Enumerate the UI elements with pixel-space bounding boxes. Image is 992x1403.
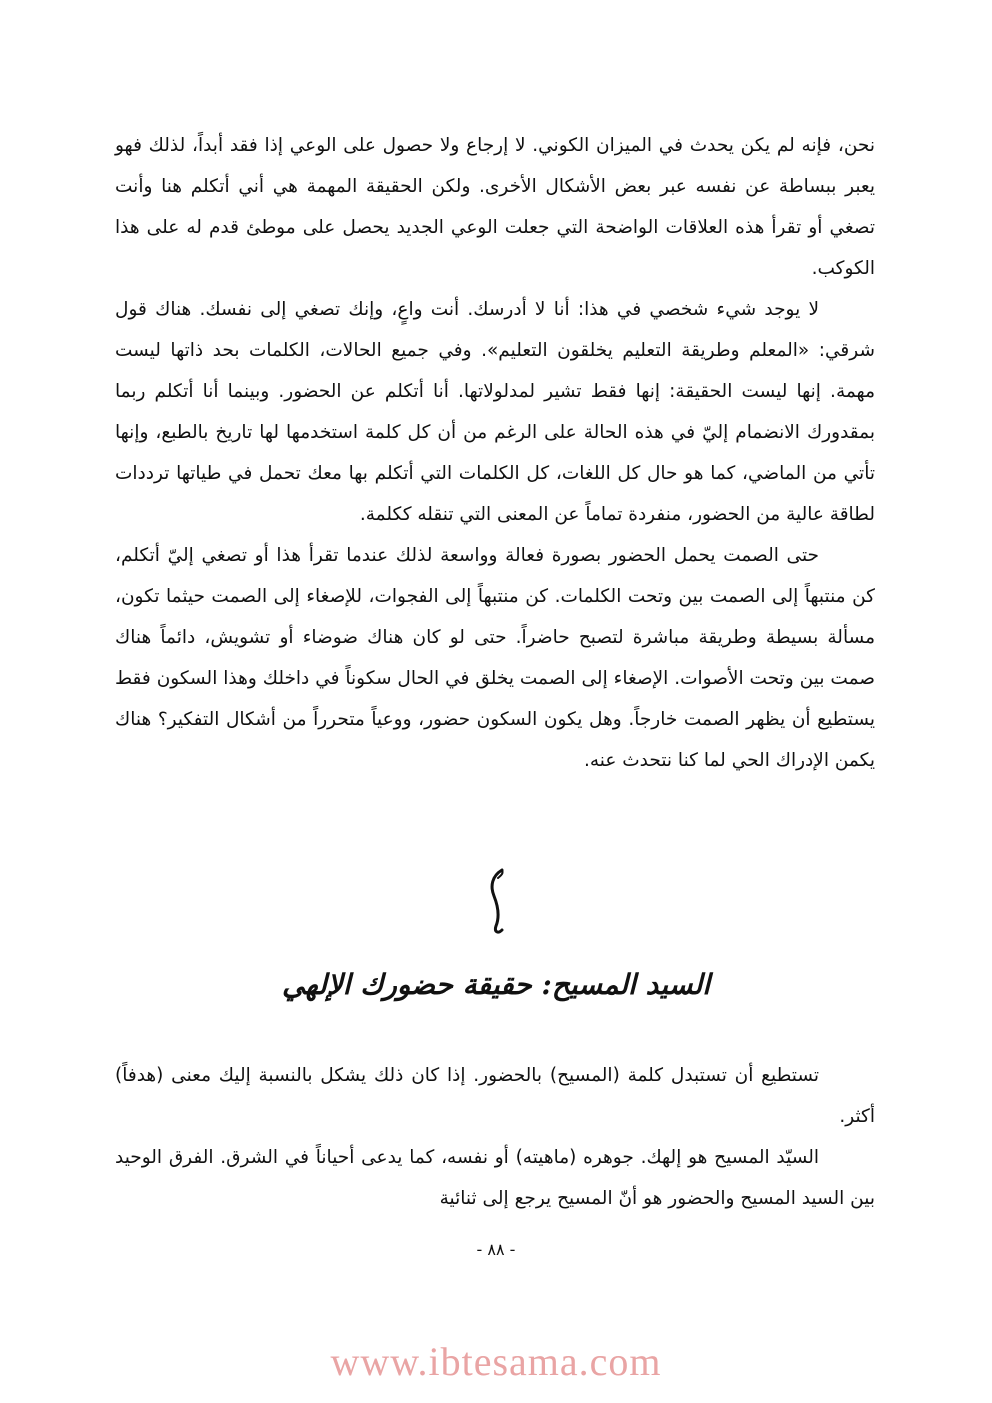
section-title: السيد المسيح: حقيقة حضورك الإلهي [281, 968, 711, 1001]
page-number: - ٨٨ - [476, 1240, 516, 1259]
paragraph: لا يوجد شيء شخصي في هذا: أنا لا أدرسك. أنت واعٍ، وإنك تصغي إلى نفسك. هناك قول شرقي: «المعلم وطريقة التعليم يخلقون التعليم». وفي جميع الحالات، الكلمات بحد ذاتها ليست مهمة. إنها ليست الحقيقة: إنها فقط تشير لمدلولاتها. أنا أتكلم عن الحضور. وبينما أنا أتكلم ربما بمقدورك الانضمام إليّ في هذه الحالة على الرغم من أن كل كلمة استخدمها لها تاريخ بالطبع، وإنها تأتي من الماضي، كما هو حال كل اللغات، كل الكلمات التي أتكلم بها معك تحمل في طياتها ترددات لطاقة عالية من الحضور، منفردة تماماً عن المعنى التي تنقله ككلمة. [115, 299, 875, 525]
paragraph: السيّد المسيح هو إلهك. جوهره (ماهيته) أو نفسه، كما يدعى أحياناً في الشرق. الفرق الوحيد بين السيد المسيح والحضور هو أنّ المسيح يرجع إلى ثنائية [115, 1147, 875, 1209]
paragraph: تستطيع أن تستبدل كلمة (المسيح) بالحضور. إذا كان ذلك يشكل بالنسبة إليك معنى (هدفاً) أكثر. [115, 1065, 875, 1127]
body-text-top [115, 125, 875, 781]
watermark: www.ibtesama.com [330, 1339, 662, 1384]
paragraph: حتى الصمت يحمل الحضور بصورة فعالة وواسعة لذلك عندما تقرأ هذا أو تصغي إليّ أتكلم، كن منتبهاً إلى الصمت بين وتحت الكلمات. كن منتبهاً إلى الفجوات، للإصغاء إلى الصمت حيثما تكون، مسألة بسيطة وطريقة مباشرة لتصبح حاضراً. حتى لو كان هناك ضوضاء أو تشويش، دائماً هناك صمت بين وتحت الأصوات. الإصغاء إلى الصمت يخلق في الحال سكوناً في داخلك وهذا السكون فقط يستطيع أن يظهر الصمت خارجاً. وهل يكون السكون حضور، ووعياً متحرراً من أشكال التفكير؟ هناك يكمن الإدراك الحي لما كنا نتحدث عنه. [115, 545, 875, 771]
calligraphic-ornament-icon [478, 866, 518, 936]
body-text-bottom [115, 1055, 875, 1219]
paragraph: نحن، فإنه لم يكن يحدث في الميزان الكوني. لا إرجاع ولا حصول على الوعي إذا فقد أبداً، لذلك فهو يعبر ببساطة عن نفسه عبر بعض الأشكال الأخرى. ولكن الحقيقة المهمة هي أني أتكلم هنا وأنت تصغي أو تقرأ هذه العلاقات الواضحة التي جعلت الوعي الجديد يحصل على موطئ قدم له على هذا الكوكب. [115, 135, 875, 279]
